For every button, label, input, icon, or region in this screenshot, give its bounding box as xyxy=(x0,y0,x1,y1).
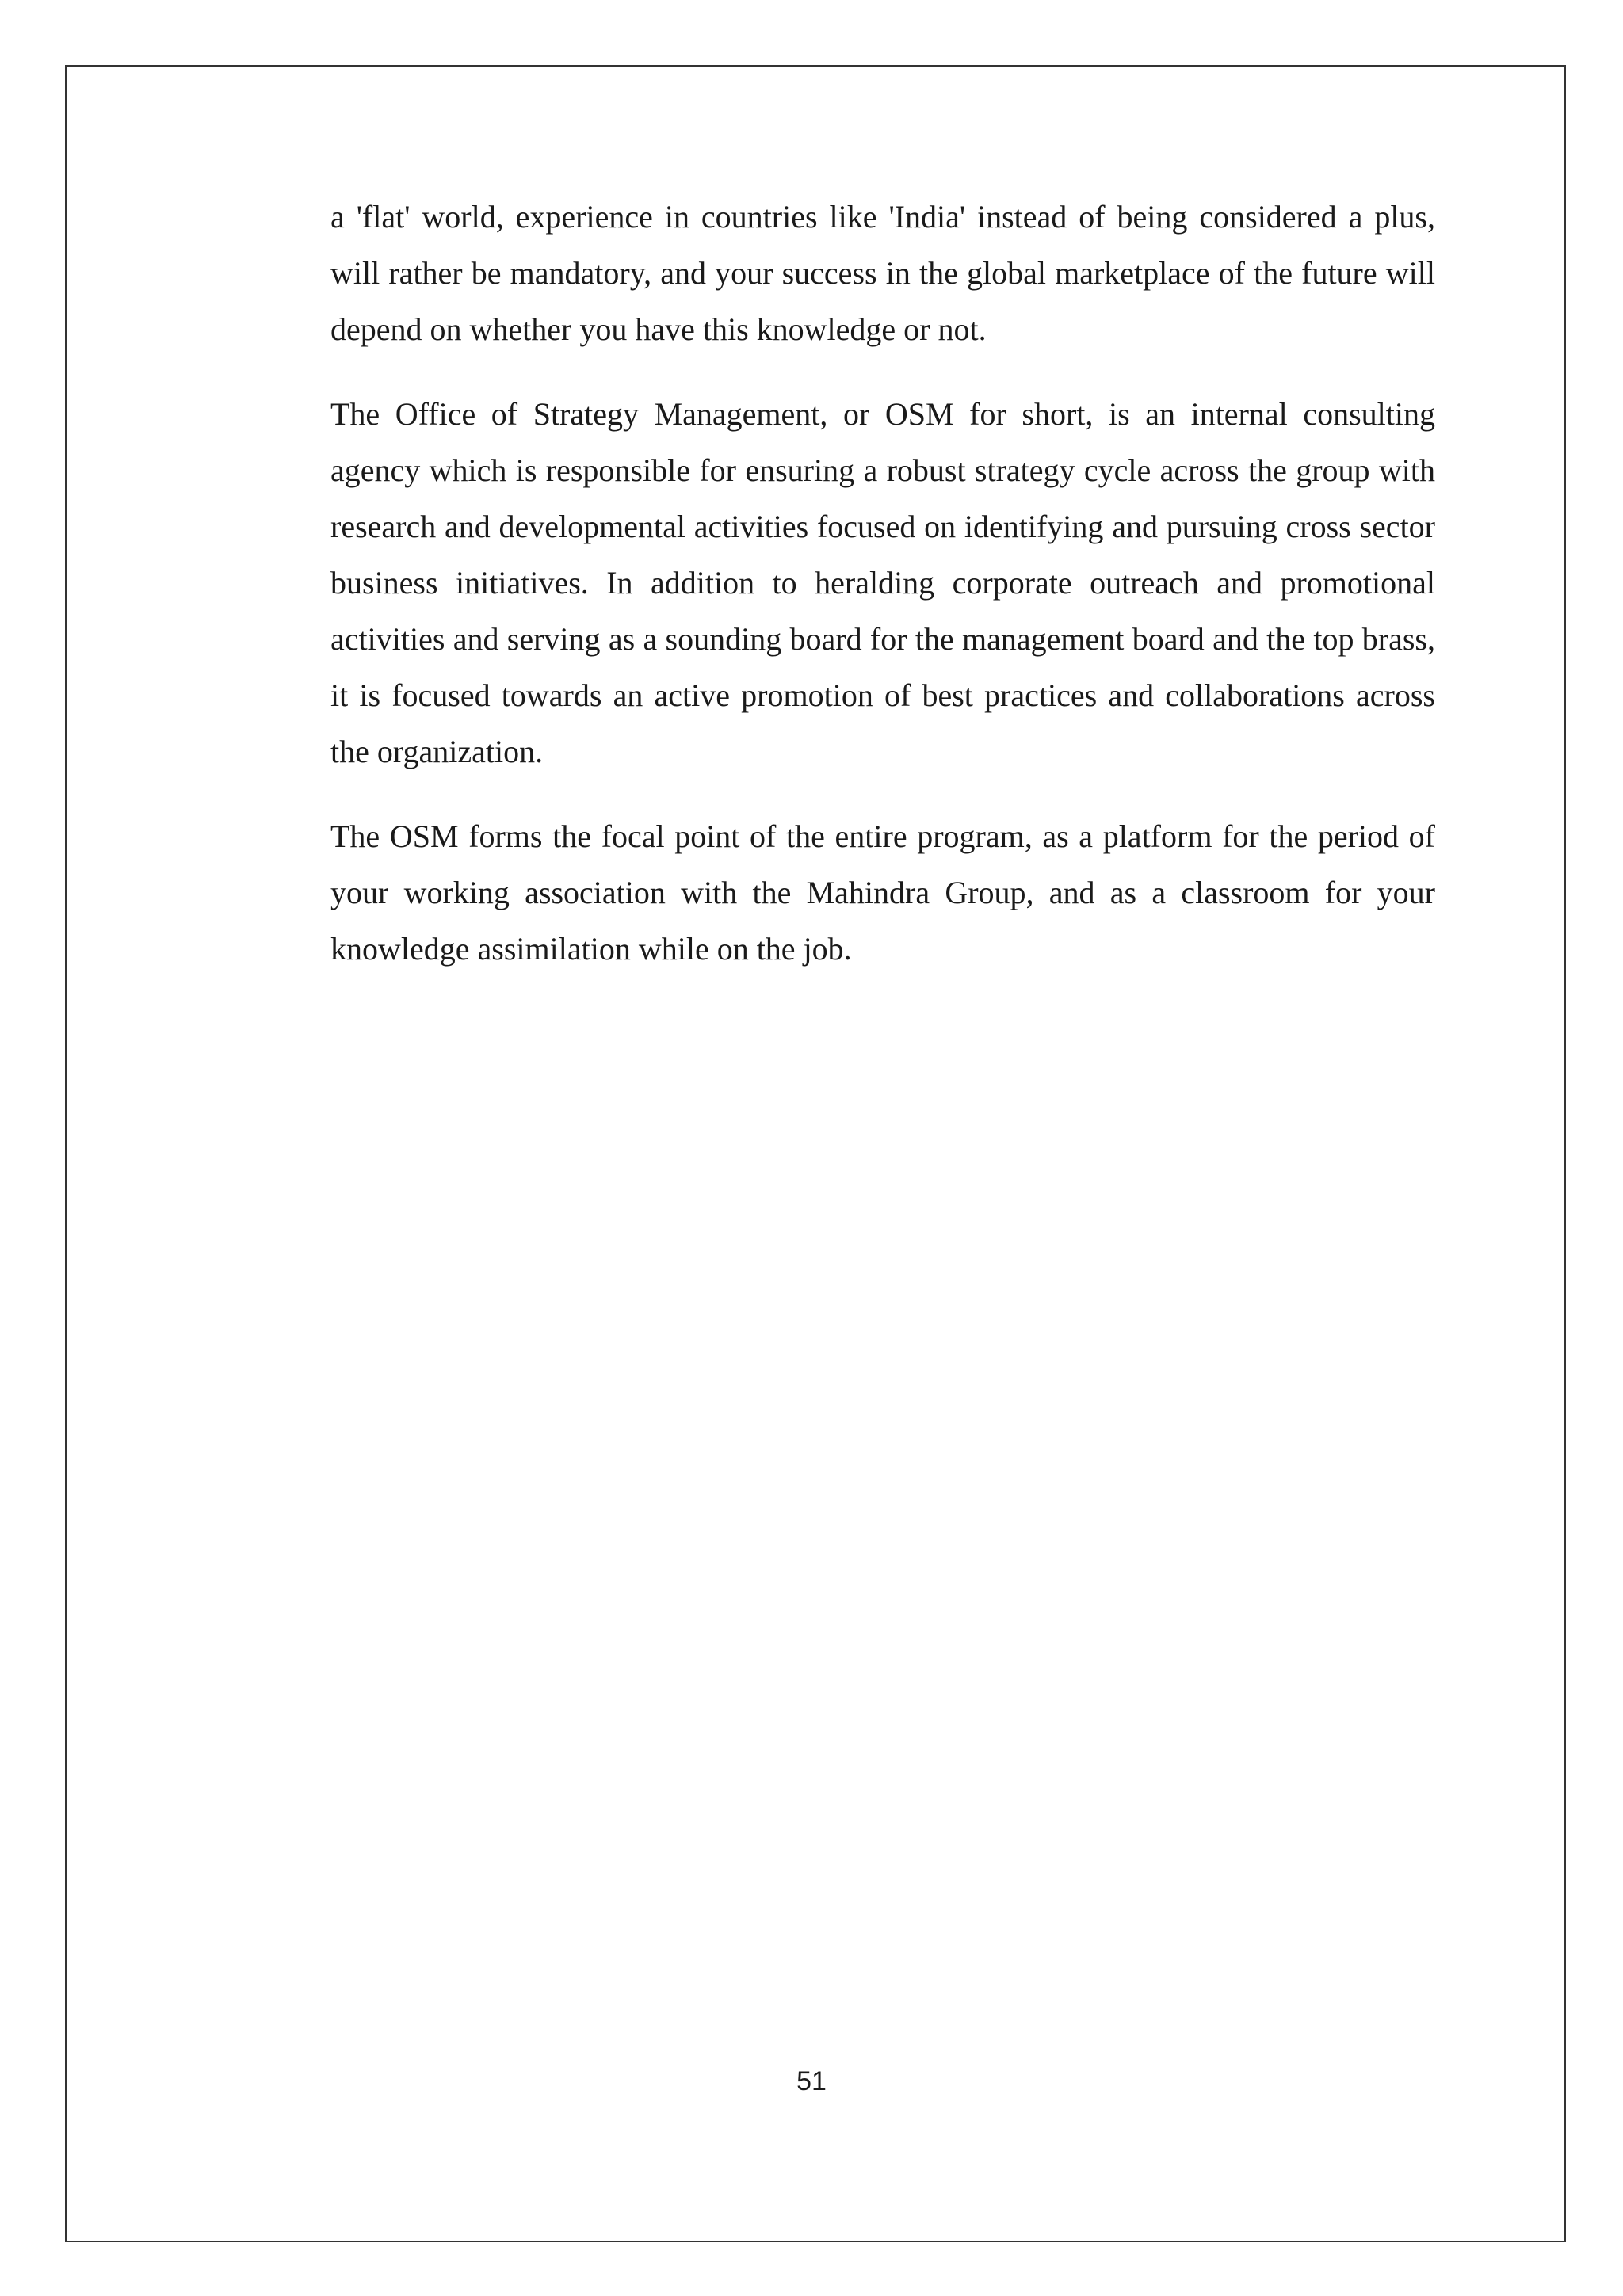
paragraph-2: The Office of Strategy Management, or OSM for short, is an internal consulting agency which is responsible for ensuring a robust strategy cycle across the group with research and developmental activities focused on identifying and pursuing cross sector business initiatives. In addition to heralding corporate outreach and promotional activities and serving as a sounding board for the management board and the top brass, it is focused towards an active promotion of best practices and collaborations across the organization. xyxy=(330,396,1435,769)
paragraph-1: a 'flat' world, experience in countries like 'India' instead of being considered a plus, will rather be mandatory, and your success in the global marketplace of the future will depend on whether you have this knowledge or not. xyxy=(330,199,1435,347)
page-number: 51 xyxy=(796,2066,827,2096)
paragraph-3: The OSM forms the focal point of the entire program, as a platform for the period of your working association with the Mahindra Group, and as a classroom for your knowledge assimilation while on the job. xyxy=(330,818,1435,967)
document-body xyxy=(330,189,1435,1005)
